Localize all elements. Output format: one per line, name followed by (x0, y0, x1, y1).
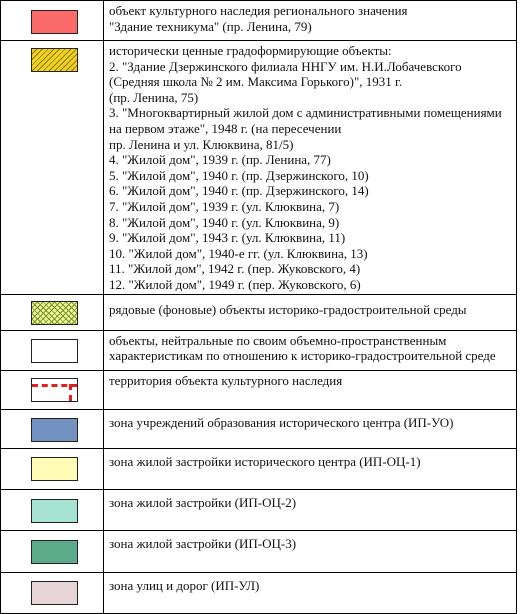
legend-description (104, 41, 517, 295)
legend-row-streets-zone (1, 572, 517, 613)
legend-row-education-zone (1, 409, 517, 448)
legend-text-line: 6. "Жилой дом", 1940 г. (пр. Дзержинского, 14) (109, 183, 369, 199)
legend-text-line: (пр. Ленина, 75) (109, 89, 199, 105)
legend-symbol-cell (1, 489, 104, 530)
legend-description (104, 448, 517, 489)
legend-text-line: территория объекта культурного наследия (109, 372, 343, 388)
legend-symbol-cell (1, 41, 104, 295)
legend-text-line: на первом этаже", 1948 г. (на пересечении (109, 120, 342, 136)
legend-row-neutral-objects (1, 330, 517, 370)
pink-fill-swatch-icon (31, 581, 78, 605)
red-dashed-border-swatch-icon (31, 378, 78, 402)
light-yellow-fill-swatch-icon (31, 457, 78, 481)
legend-description (104, 572, 517, 613)
legend-description (104, 489, 517, 530)
aqua-fill-swatch-icon (31, 499, 78, 523)
legend-text-line: 8. "Жилой дом", 1940 г. (ул. Клюквина, 9) (109, 214, 340, 230)
legend-text-line: пр. Ленина и ул. Клюквина, 81/5) (109, 136, 294, 152)
red-fill-swatch-icon (31, 10, 78, 34)
legend-text-line: 5. "Жилой дом", 1940 г. (пр. Дзержинского, 10) (109, 167, 369, 183)
legend-description (104, 530, 517, 572)
legend-text-line: объекты, нейтральные по своим объемно-пространственным (109, 332, 447, 348)
legend-text-line: 7. "Жилой дом", 1939 г. (ул. Клюквина, 7) (109, 198, 340, 214)
legend-text-line: 9. "Жилой дом", 1943 г. (ул. Клюквина, 11) (109, 230, 346, 246)
legend-description (104, 409, 517, 448)
legend-text-line: 3. "Многоквартирный жилой дом с административными помещениями (109, 105, 502, 121)
green-crosshatch-swatch-icon (31, 301, 78, 325)
legend-text-line: характеристикам по отношению к историко-градостроительной среде (109, 348, 496, 364)
legend-text-line: зона улиц и дорог (ИП-УЛ) (109, 577, 260, 593)
legend-symbol-cell (1, 530, 104, 572)
legend-description (104, 294, 517, 330)
legend-symbol-cell (1, 294, 104, 330)
legend-text-line: 11. "Жилой дом", 1942 г. (пер. Жуковского, 4) (109, 261, 361, 277)
legend-text-line: 12. "Жилой дом", 1949 г. (пер. Жуковского, 6) (109, 276, 361, 292)
legend-text-line: исторически ценные градоформирующие объекты: (109, 43, 392, 58)
blue-fill-swatch-icon (31, 418, 78, 442)
legend-symbol-cell (1, 409, 104, 448)
legend-text-line: зона жилой застройки (ИП-ОЦ-3) (109, 535, 297, 551)
legend-text-line: (Средняя школа № 2 им. Максима Горького)", 1931 г. (109, 74, 403, 90)
legend-row-background-objects (1, 294, 517, 330)
white-fill-swatch-icon (31, 339, 78, 363)
legend-row-residential-zone-2 (1, 489, 517, 530)
legend-symbol-cell (1, 370, 104, 409)
legend-symbol-cell (1, 448, 104, 489)
yellow-hatch-swatch-icon (31, 48, 78, 72)
legend-symbol-cell (1, 330, 104, 370)
legend-description (104, 370, 517, 409)
legend-symbol-cell (1, 1, 104, 41)
legend-row-residential-zone-1 (1, 448, 517, 489)
legend-row-residential-zone-3 (1, 530, 517, 572)
legend-text-line: рядовые (фоновые) объекты историко-градостроительной среды (109, 301, 467, 317)
legend-row-cultural-heritage (1, 1, 517, 41)
legend-text-line: "Здание техникума" (пр. Ленина, 79) (109, 18, 312, 34)
legend-description (104, 1, 517, 41)
legend-row-historically-valuable (1, 41, 517, 295)
legend-text-line: 4. "Жилой дом", 1939 г. (пр. Ленина, 77) (109, 152, 331, 168)
legend-symbol-cell (1, 572, 104, 613)
legend-description (104, 330, 517, 370)
legend-text-line: зона учреждений образования исторического центра (ИП-УО) (109, 414, 454, 430)
legend-text-line: зона жилой застройки (ИП-ОЦ-2) (109, 494, 297, 510)
legend-text-line: объект культурного наследия регионального значения (109, 3, 408, 18)
legend-row-heritage-territory (1, 370, 517, 409)
teal-fill-swatch-icon (31, 540, 78, 564)
legend-text-line: 10. "Жилой дом", 1940-е гг. (ул. Клюквина, 13) (109, 245, 368, 261)
legend-text-line: зона жилой застройки исторического центра (ИП-ОЦ-1) (109, 453, 421, 469)
legend-text-line: 2. "Здание Дзержинского филиала ННГУ им. Н.И.Лобачевского (109, 58, 462, 74)
